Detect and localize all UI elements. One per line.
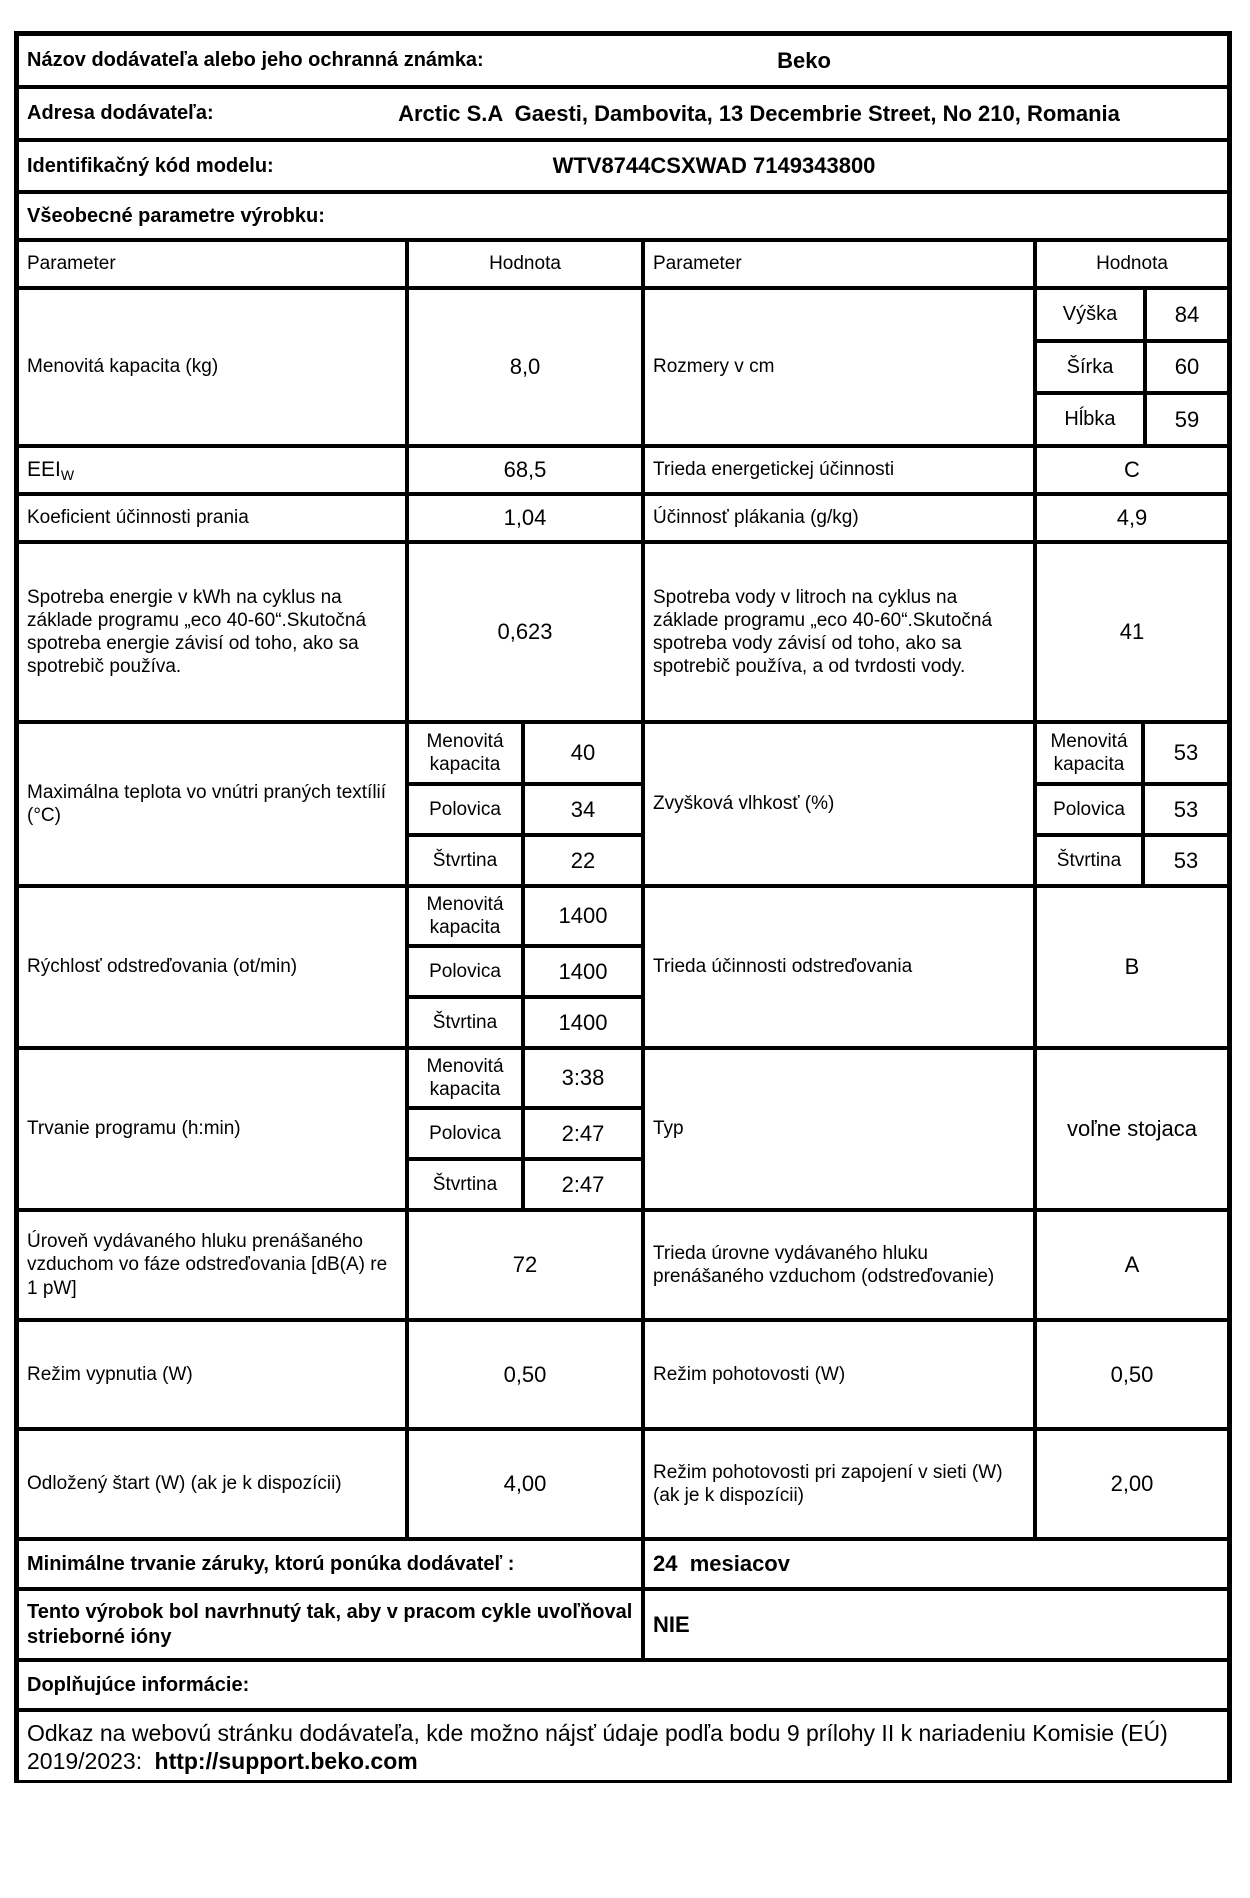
- spin-speed-quarter-value-cell: [523, 997, 643, 1048]
- model-row: [17, 140, 1229, 192]
- moisture-full-value: 53: [1173, 740, 1199, 765]
- network-standby-value-cell: [1035, 1429, 1229, 1539]
- capacity-value: 8,0: [509, 354, 541, 379]
- moisture-full-label: Menovitá kapacita: [1050, 730, 1128, 775]
- energy-class-label: Trieda energetickej účinnosti: [653, 459, 895, 480]
- duration-half-label-cell: [407, 1108, 523, 1159]
- moisture-half-value-cell: [1143, 784, 1229, 835]
- warranty-value-cell: [643, 1539, 1229, 1589]
- supplier-link-paragraph: [27, 1720, 1221, 1775]
- delay-start-value: 4,00: [503, 1471, 547, 1496]
- supplier-row: [17, 34, 1229, 87]
- water-cons-value-cell: [1035, 542, 1229, 722]
- spin-speed-full-label-cell: [407, 886, 523, 946]
- max-temp-full-value-cell: [523, 722, 643, 784]
- rinsing-eff-value-cell: [1035, 494, 1229, 542]
- capacity-label: Menovitá kapacita (kg): [27, 356, 219, 377]
- type-value-cell: [1035, 1048, 1229, 1210]
- standby-label-cell: [643, 1320, 1035, 1429]
- moisture-half-value: 53: [1173, 796, 1199, 822]
- spin-speed-quarter-label: Štvrtina: [432, 1011, 498, 1033]
- washing-eff-label: Koeficient účinnosti prania: [27, 507, 249, 528]
- supplier-link-cell: [17, 1710, 1229, 1780]
- water-cons-label-cell: [643, 542, 1035, 722]
- max-temp-half-value: 34: [570, 796, 596, 822]
- supplier-label: Názov dodávateľa alebo jeho ochranná známka:: [27, 49, 484, 71]
- col-header-label: Hodnota: [489, 253, 561, 274]
- general-params-heading: [17, 192, 1229, 240]
- max-temp-full-label-cell: [407, 722, 523, 784]
- type-label-cell: [643, 1048, 1035, 1210]
- energy-cons-label: Spotreba energie v kWh na cyklus na základe programu „eco 40-60“.Skutočná spotreba energie závisí od toho, ako sa spotrebič používa.: [27, 586, 367, 678]
- duration-quarter-value: 2:47: [561, 1171, 605, 1197]
- max-temp-half-value-cell: [523, 784, 643, 835]
- spin-speed-half-value-cell: [523, 946, 643, 997]
- max-temp-quarter-value-cell: [523, 835, 643, 886]
- eei-label-text: EEI: [27, 457, 61, 481]
- silver-ions-value: NIE: [653, 1611, 690, 1637]
- max-temp-label: Maximálna teplota vo vnútri praných textílií (°C): [27, 781, 387, 826]
- moisture-half-label: Polovica: [1053, 798, 1125, 820]
- max-temp-quarter-label: Štvrtina: [432, 849, 498, 871]
- water-cons-label: Spotreba vody v litroch na cyklus na základe programu „eco 40-60“.Skutočná spotreba vody závisí od toho, ako sa spotrebič používa, a od tvrdosti vody.: [653, 586, 993, 678]
- spin-speed-full-value: 1400: [558, 903, 608, 928]
- additional-info-label: Doplňujúce informácie:: [27, 1673, 250, 1696]
- address-label: Adresa dodávateľa:: [27, 102, 214, 124]
- width-label: Šírka: [1066, 355, 1114, 378]
- eei-label-subscript: W: [60, 466, 75, 483]
- spin-speed-half-label: Polovica: [429, 960, 501, 982]
- max-temp-half-label: Polovica: [429, 798, 501, 820]
- network-standby-value: 2,00: [1110, 1471, 1154, 1496]
- duration-full-label: Menovitá kapacita: [426, 1055, 504, 1100]
- warranty-label: Minimálne trvanie záruky, ktorú ponúka dodávateľ :: [27, 1552, 515, 1575]
- capacity-value-cell: [407, 288, 643, 446]
- duration-full-value-cell: [523, 1048, 643, 1108]
- eei-value-cell: [407, 446, 643, 494]
- noise-value: 72: [512, 1252, 538, 1277]
- energy-cons-value-cell: [407, 542, 643, 722]
- type-label: Typ: [653, 1118, 684, 1139]
- noise-class-value: A: [1124, 1252, 1140, 1277]
- max-temp-quarter-value: 22: [570, 847, 596, 873]
- warranty-value: 24 mesiacov: [653, 1551, 790, 1576]
- spin-speed-label: Rýchlosť odstreďovania (ot/min): [27, 956, 298, 977]
- additional-info-heading: [17, 1660, 1229, 1710]
- duration-half-value: 2:47: [561, 1120, 605, 1146]
- spin-speed-full-value-cell: [523, 886, 643, 946]
- duration-half-value-cell: [523, 1108, 643, 1159]
- max-temp-half-label-cell: [407, 784, 523, 835]
- depth-value-cell: [1145, 393, 1229, 446]
- moisture-full-label-cell: [1035, 722, 1143, 784]
- moisture-quarter-label: Štvrtina: [1056, 849, 1122, 871]
- max-temp-quarter-label-cell: [407, 835, 523, 886]
- moisture-quarter-value-cell: [1143, 835, 1229, 886]
- col-header-label: Parameter: [653, 253, 742, 274]
- duration-half-label: Polovica: [429, 1122, 501, 1144]
- depth-label-cell: [1035, 393, 1145, 446]
- rinsing-eff-value: 4,9: [1116, 505, 1148, 530]
- max-temp-label-cell: [17, 722, 407, 886]
- supplier-link-text: Odkaz na webovú stránku dodávateľa, kde možno nájsť údaje podľa bodu 9 prílohy II k nariadeniu Komisie (EÚ) 2019/2023:: [27, 1720, 1168, 1774]
- dimensions-label: Rozmery v cm: [653, 356, 775, 377]
- off-mode-value-cell: [407, 1320, 643, 1429]
- col-header-param-right: [643, 240, 1035, 288]
- network-standby-label: Režim pohotovosti pri zapojení v sieti (W) (ak je k dispozícii): [653, 1461, 1003, 1506]
- spin-speed-quarter-label-cell: [407, 997, 523, 1048]
- energy-cons-label-cell: [17, 542, 407, 722]
- delay-start-label-cell: [17, 1429, 407, 1539]
- spin-speed-label-cell: [17, 886, 407, 1048]
- eei-label: [27, 458, 74, 483]
- off-mode-label-cell: [17, 1320, 407, 1429]
- network-standby-label-cell: [643, 1429, 1035, 1539]
- duration-label: Trvanie programu (h:min): [27, 1118, 241, 1139]
- max-temp-full-label: Menovitá kapacita: [426, 730, 504, 775]
- moisture-quarter-value: 53: [1173, 847, 1199, 873]
- capacity-label-cell: [17, 288, 407, 446]
- noise-class-value-cell: [1035, 1210, 1229, 1320]
- silver-ions-label: Tento výrobok bol navrhnutý tak, aby v pracom cykle uvoľňoval strieborné ióny: [27, 1601, 633, 1648]
- energy-class-value-cell: [1035, 446, 1229, 494]
- off-mode-value: 0,50: [503, 1361, 547, 1387]
- duration-full-value: 3:38: [561, 1065, 605, 1090]
- washing-eff-value: 1,04: [503, 505, 547, 530]
- model-value: WTV8744CSXWAD 7149343800: [552, 153, 876, 178]
- noise-class-label: Trieda úrovne vydávaného hluku prenášaného vzduchom (odstreďovanie): [653, 1242, 995, 1287]
- col-header-label: Parameter: [27, 253, 116, 274]
- height-value-cell: [1145, 288, 1229, 341]
- off-mode-label: Režim vypnutia (W): [27, 1363, 193, 1385]
- spin-speed-half-value: 1400: [558, 958, 608, 984]
- max-temp-full-value: 40: [570, 740, 596, 765]
- spin-speed-quarter-value: 1400: [558, 1009, 608, 1035]
- height-value: 84: [1174, 301, 1200, 327]
- spin-speed-half-label-cell: [407, 946, 523, 997]
- address-value: Arctic S.A Gaesti, Dambovita, 13 Decembrie Street, No 210, Romania: [398, 100, 1120, 126]
- supplier-value: Beko: [777, 47, 831, 73]
- water-cons-value: 41: [1119, 619, 1145, 644]
- spin-class-label: Trieda účinnosti odstreďovania: [653, 956, 913, 977]
- col-header-value-left: [407, 240, 643, 288]
- col-header-label: Hodnota: [1096, 253, 1168, 274]
- moisture-full-value-cell: [1143, 722, 1229, 784]
- eei-label-cell: [17, 446, 407, 494]
- height-label-cell: [1035, 288, 1145, 341]
- depth-value: 59: [1174, 406, 1200, 432]
- delay-start-label: Odložený štart (W) (ak je k dispozícii): [27, 1473, 342, 1494]
- moisture-label-cell: [643, 722, 1035, 886]
- rinsing-eff-label-cell: [643, 494, 1035, 542]
- noise-label-cell: [17, 1210, 407, 1320]
- duration-quarter-label-cell: [407, 1159, 523, 1210]
- moisture-label: Zvyšková vlhkosť (%): [653, 793, 835, 814]
- model-label: Identifikačný kód modelu:: [27, 154, 274, 177]
- col-header-param-left: [17, 240, 407, 288]
- general-params-label: Všeobecné parametre výrobku:: [27, 204, 325, 227]
- moisture-quarter-label-cell: [1035, 835, 1143, 886]
- energy-cons-value: 0,623: [497, 619, 553, 644]
- rinsing-eff-label: Účinnosť plákania (g/kg): [653, 507, 859, 528]
- spin-speed-full-label: Menovitá kapacita: [426, 893, 504, 938]
- height-label: Výška: [1062, 303, 1118, 325]
- dimensions-label-cell: [643, 288, 1035, 446]
- energy-class-label-cell: [643, 446, 1035, 494]
- silver-ions-label-cell: [17, 1589, 643, 1660]
- noise-class-label-cell: [643, 1210, 1035, 1320]
- energy-class-value: C: [1124, 457, 1140, 482]
- duration-full-label-cell: [407, 1048, 523, 1108]
- col-header-value-right: [1035, 240, 1229, 288]
- warranty-label-cell: [17, 1539, 643, 1589]
- spin-class-value-cell: [1035, 886, 1229, 1048]
- standby-value-cell: [1035, 1320, 1229, 1429]
- silver-ions-value-cell: [643, 1589, 1229, 1660]
- product-information-sheet: [14, 31, 1232, 1783]
- eei-value: 68,5: [503, 457, 547, 482]
- duration-quarter-label: Štvrtina: [432, 1173, 498, 1195]
- washing-eff-label-cell: [17, 494, 407, 542]
- noise-label: Úroveň vydávaného hluku prenášaného vzduchom vo fáze odstreďovania [dB(A) re 1 pW]: [27, 1231, 388, 1299]
- depth-label: Hĺbka: [1064, 408, 1116, 430]
- width-label-cell: [1035, 341, 1145, 393]
- duration-label-cell: [17, 1048, 407, 1210]
- standby-value: 0,50: [1110, 1361, 1154, 1387]
- width-value: 60: [1174, 354, 1200, 379]
- supplier-link-url[interactable]: http://support.beko.com: [154, 1747, 418, 1774]
- noise-value-cell: [407, 1210, 643, 1320]
- washing-eff-value-cell: [407, 494, 643, 542]
- standby-label: Režim pohotovosti (W): [653, 1363, 846, 1385]
- moisture-half-label-cell: [1035, 784, 1143, 835]
- spin-class-label-cell: [643, 886, 1035, 1048]
- duration-quarter-value-cell: [523, 1159, 643, 1210]
- spin-class-value: B: [1124, 954, 1140, 979]
- delay-start-value-cell: [407, 1429, 643, 1539]
- type-value: voľne stojaca: [1067, 1116, 1197, 1141]
- width-value-cell: [1145, 341, 1229, 393]
- address-row: [17, 87, 1229, 140]
